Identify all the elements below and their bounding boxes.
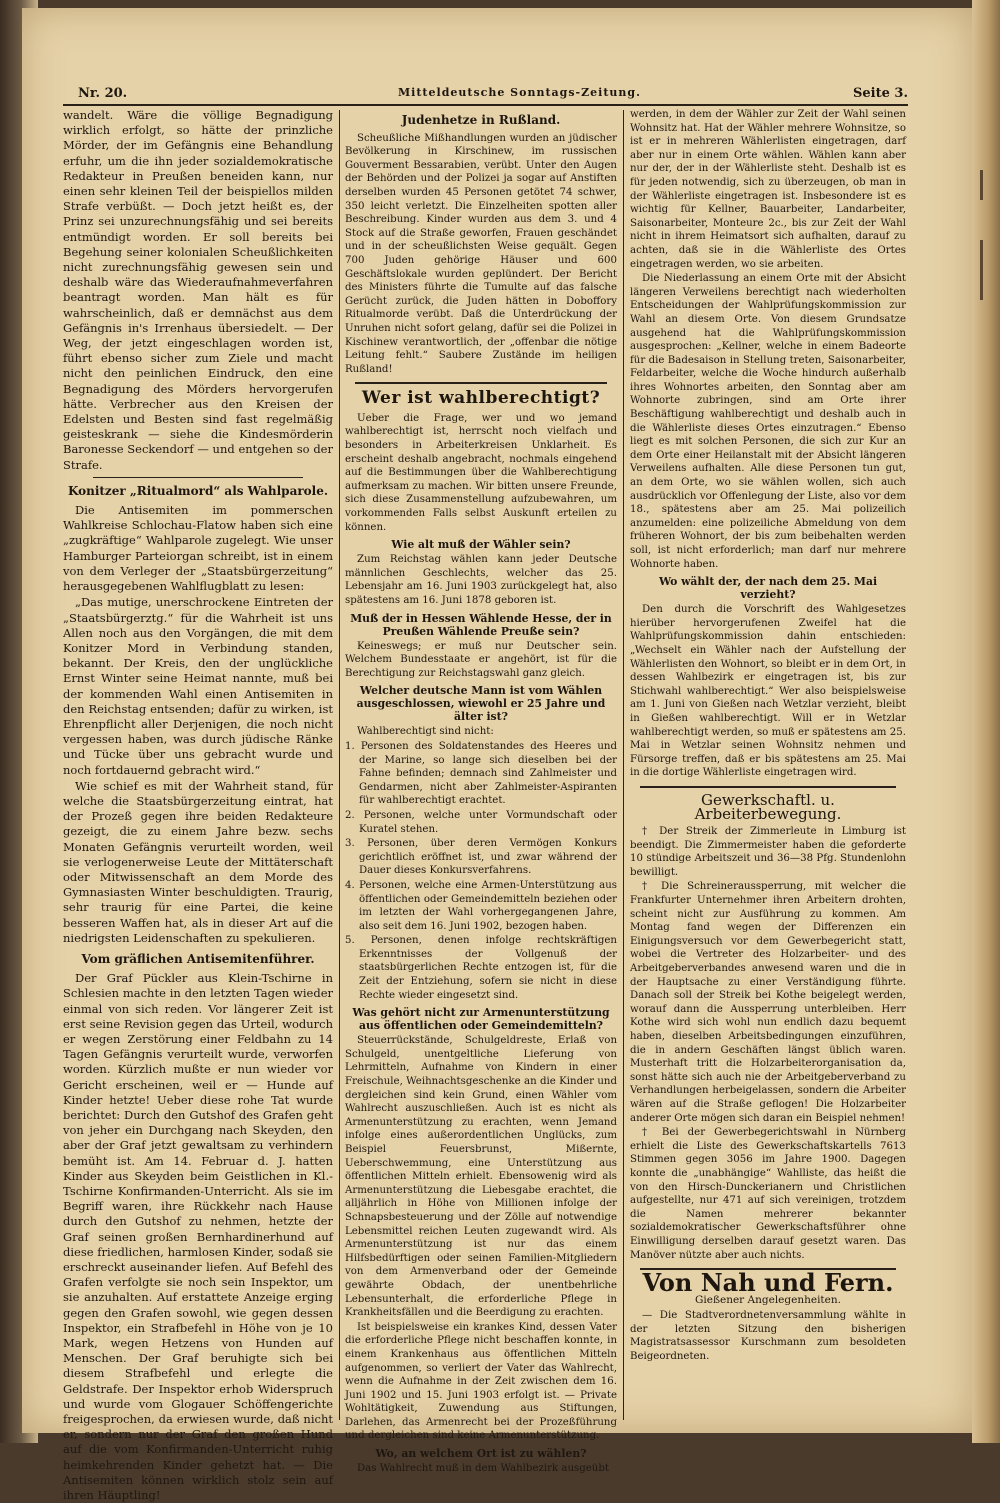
column-1 bbox=[63, 108, 333, 1503]
paragraph: Den durch die Vorschrift des Wahlgesetzes hierüber hervorgerufenen Zweifel hat die Wahlprüfungskommission dahin entschieden: „Wechselt ein Wähler nach der Aufstellung der Wählerlisten den Wohnort, so bleibt er in dem Ort, in dessen Wahlbezirk er eingetragen ist, bis zur Stichwahl wahlberechtigt.“ Wer also beispielsweise am 1. Juni von Gießen nach Wetzlar verzieht, bleibt in Gießen wahlberechtigt. Will er in Wetzlar wahlberechtigt werden, so muß er spätestens am 25. Mai in Wetzlar seinen Wohnsitz nehmen und Fürsorge treffen, daß er bis spätestens am 25. Mai in die dortige Wählerliste eingetragen wird. bbox=[630, 604, 906, 779]
paragraph: † Die Schreineraussperrung, mit welcher die Frankfurter Unternehmer ihren Arbeitern drohten, scheint nicht zur Ausführung zu kommen. Am Montag fand wegen der Differenzen ein Einigungsversuch vor dem Gewerbegericht statt, wobei die Vertreter des Holzarbeiter- und des Arbeitgeberverbandes anwesend waren und die in der Hauptsache zu einer Verständigung führte. Danach soll der Streik bei Kothe beigelegt werden, worauf dann die Aussperrung unterbleiben. Herr Kothe wird sich wohl nun endlich dazu bequemt haben, dieselben Arbeitsbedingungen einzuführen, die in andern Geschäften längst üblich waren. Musterhaft tritt die Holzarbeiterorganisation da, sonst hätte sich auch nie der Arbeitgeberverband zu Verhandlungen herbeigelassen, sondern die Arbeiter wären auf die Straße geflogen! Die Holzarbeiter anderer Orte mögen sich daran ein Beispiel nehmen! bbox=[630, 881, 906, 1124]
headline-nah-fern: Von Nah und Fern. bbox=[642, 1268, 894, 1298]
edge-mark bbox=[980, 240, 983, 300]
list-item: 2. Personen, welche unter Vormundschaft oder Kuratel stehen. bbox=[345, 809, 617, 835]
subheading: Wo, an welchem Ort ist zu wählen? bbox=[375, 1447, 587, 1461]
column-rule bbox=[339, 110, 340, 1420]
subheading: Muß der in Hessen Wählende Hesse, der in Preußen Wählende Preuße sein? bbox=[350, 611, 612, 638]
paragraph: Keineswegs; er muß nur Deutscher sein. Welchem Bundesstaate er angehört, ist für die Berechtigung zur Reichstagswahl ganz gleich. bbox=[345, 640, 617, 679]
page-edge bbox=[972, 0, 1000, 1443]
header-rule bbox=[63, 104, 908, 106]
paragraph: Die Antisemiten im pommerschen Wahlkreise Schlochau-Flatow haben sich eine „zugkräftige“ Wahlparole zugelegt. Wie unser Hamburger Parteiorgan schreibt, ist in einem von dem Verleger der „Staatsbürgerzeitung“ herausgegebenen Wahlflugblatt zu lesen: bbox=[63, 503, 333, 594]
list-item: 1. Personen des Soldatenstandes des Heeres und der Marine, so lange sich dieselben bei der Fahne befinden; demnach sind Zahlmeister und Gendarmen, nicht aber Zahlmeister-Aspiranten für wahlberechtigt erachtet. bbox=[345, 740, 617, 807]
divider bbox=[640, 786, 896, 788]
subheading: Welcher deutsche Mann ist vom Wählen ausgeschlossen, wiewohl er 25 Jahre und älter ist? bbox=[356, 684, 606, 724]
column-2 bbox=[345, 108, 617, 1475]
quote: „Das mutige, unerschrockene Eintreten der „Staatsbürgerztg.“ für die Wahrheit ist uns Allen noch aus den Vorgängen, die mit dem Konitzer Mord in Verbindung standen, bekannt. Der Kreis, den der unglückliche Ernst Winter seine Heimat nannte, muß bei der kommenden Wahl einen Antisemiten in den Reichstag entsenden; dafür zu wirken, ist Ehrenpflicht aller Derjenigen, die noch nicht vergessen haben, was durch jüdische Ränke und Tücke über uns gebracht wurde und noch fortdauernd gebracht wird.“ bbox=[63, 595, 333, 777]
paragraph: Die Niederlassung an einem Orte mit der Absicht längeren Verweilens berechtigt nach wiederholten Entscheidungen der Wahlprüfungskommission zur Wahl an diesem Orte. Von diesem Grundsatze ausgehend hat die Wahlprüfungskommission ausgesprochen: „Kellner, welche in einem Badeorte für die Badesaison in Stellung treten, Saisonarbeiter, Feldarbeiter, welche die Woche hindurch außerhalb ihres Wohnortes arbeiten, den Sonntag aber am Wohnorte zubringen, sind am Orte ihrer Beschäftigung wahlberechtigt und deshalb auch in die Wählerliste dieses Ortes einzutragen.“ Ebenso liegt es mit solchen Personen, die sich zur Kur an dem Orte einer Heilanstalt mit der Absicht längeren Verweilens aufhalten. Alle diese Personen tun gut, an dem Orte, wo sie wählen wollen, sich auch ausdrücklich vor Offenlegung der Liste, also vor dem 18., spätestens aber am 25. Mai polizeilich anzumelden: eine polizeiliche Abmeldung von dem früheren Wohnort, der bis zum beibehalten werden soll, ist nicht erforderlich; man darf nur mehrere Wohnorte haben. bbox=[630, 273, 906, 570]
newspaper-title: Mitteldeutsche Sonntags-Zeitung. bbox=[398, 86, 641, 99]
article-continuation: wandelt. Wäre die völlige Begnadigung wirklich erfolgt, so hätte der prinzliche Mörder, der im Gefängnis eine Behandlung erfuhr, um die ihn jeder sozialdemokratische Redakteur in Preußen beneiden kann, nur einen sehr kleinen Teil der beispiellos milden Strafe verbüßt. — Doch jetzt heißt es, der Prinz sei unzurechnungsfähig und sei bereits entmündigt worden. Er soll bereits bei Begehung seiner kolonialen Scheußlichkeiten nicht zurechnungsfähig gewesen sein und deshalb wäre das Wiederaufnahmeverfahren beantragt worden. Man hält es für wahrscheinlich, daß er demnächst aus dem Gefängnis in's Irrenhaus übersiedelt. — Der Weg, der jetzt eingeschlagen worden ist, führt ebenso sicher zum Ziele und macht nicht den peinlichen Eindruck, den eine Begnadigung des Mörders hervorgerufen hätte. Verbrecher aus den Kreisen der Edelsten und Besten sind fast regelmäßig geisteskrank — siehe die Kindesmörderin Baronesse Seckendorf — und entgehen so der Strafe. bbox=[63, 108, 333, 472]
subheading: Gießener Angelegenheiten. bbox=[695, 1293, 841, 1306]
headline-konitz: Konitzer „Ritualmord“ als Wahlparole. bbox=[67, 483, 329, 498]
headline-wahlberechtigt: Wer ist wahlberechtigt? bbox=[361, 388, 601, 409]
paragraph: Ueber die Frage, wer und wo jemand wahlberechtigt ist, herrscht noch vielfach und besonders in Arbeiterkreisen Unklarheit. Es erscheint deshalb angebracht, nochmals eingehend auf die Bestimmungen über die Wahlberechtigung aufmerksam zu machen. Wir bitten unsere Freunde, sich diese Zusammenstellung aufzubewahren, um vorkommenden Falls selbst Auskunft erteilen zu können. bbox=[345, 412, 617, 533]
headline-judenhetze: Judenhetze in Rußland. bbox=[401, 113, 561, 127]
paragraph: Zum Reichstag wählen kann jeder Deutsche männlichen Geschlechts, welcher das 25. Lebensjahr am 16. Juni 1903 zurückgelegt hat, also spätestens am 16. Juni 1878 geboren ist. bbox=[345, 554, 617, 606]
divider bbox=[355, 382, 607, 384]
headline-graf: Vom gräflichen Antisemitenführer. bbox=[81, 951, 315, 966]
issue-number: Nr. 20. bbox=[78, 86, 128, 101]
paragraph: Steuerrückstände, Schulgeldreste, Erlaß von Schulgeld, unentgeltliche Lieferung von Lehrmitteln, Aufnahme von Kindern in einer Freischule, Weihnachtsgeschenke an die Kinder und dergleichen sind kein Grund, einen Wähler vom Wahlrecht auszuschließen. Auch ist es nicht als Armenunterstützung zu erachten, wenn Jemand infolge eines außerordentlichen Unglücks, zum Beispiel Feuersbrunst, Mißernte, Ueberschwemmung, eine Unterstützung aus öffentlichen Mitteln erhielt. Ebensowenig wird als Armenunterstützung die Liebesgabe erachtet, die alljährlich in Höhe von Millionen infolge der Schnapsbesteuerung und der Zölle auf notwendige Lebensmittel reichen Leuten zugewandt wird. Als Armenunterstützung ist nur das einem Hilfsbedürftigen oder seinen Familien-Mitgliedern von dem Armenverband oder der Gemeinde gewährte Obdach, der unentbehrliche Lebensunterhalt, die erforderliche Pflege in Krankheitsfällen und die Beerdigung zu erachten. bbox=[345, 1035, 617, 1319]
column-rule bbox=[623, 110, 624, 1420]
list-item: 4. Personen, welche eine Armen-Unterstützung aus öffentlichen oder Gemeindemitteln beziehen oder im letzten der Wahl vorhergegangenen Jahre, also seit dem 16. Juni 1902, bezogen haben. bbox=[345, 879, 617, 932]
paragraph: Ist beispielsweise ein krankes Kind, dessen Vater die erforderliche Pflege nicht beschaffen konnte, in einem Krankenhaus aus öffentlichen Mitteln aufgenommen, so verliert der Vater das Wahlrecht, wenn die Aufnahme in der Zeit zwischen dem 16. Juni 1902 und 15. Juni 1903 erfolgt ist. — Private Wohltätigkeit, Zuwendung aus Stiftungen, Darlehen, das Armenrecht bei der Prozeßführung und dergleichen sind keine Armenunterstützung. bbox=[345, 1321, 617, 1442]
paragraph: — Die Stadtverordnetenversammlung wählte in der letzten Sitzung den bisherigen Magistratsassessor Kurschmann zum besoldeten Beigeordneten. bbox=[630, 1310, 906, 1363]
edge-mark bbox=[980, 170, 983, 200]
list-item: 3. Personen, über deren Vermögen Konkurs gerichtlich eröffnet ist, und zwar während der Dauer dieses Konkursverfahrens. bbox=[345, 838, 617, 877]
list-item: 5. Personen, denen infolge rechtskräftigen Erkenntnisses der Vollgenuß der staatsbürgerlichen Rechte entzogen ist, für die Zeit der Entziehung, sofern sie nicht in diese Rechte wieder eingesetzt sind. bbox=[345, 935, 617, 1001]
paragraph: Das Wahlrecht muß in dem Wahlbezirk ausgeübt bbox=[357, 1463, 609, 1475]
paragraph: † Bei der Gewerbegerichtswahl in Nürnberg erhielt die Liste des Gewerkschaftskartells 7613 Stimmen gegen 3056 im Jahre 1900. Dagegen konnte die „unabhängige“ Wahlliste, das heißt die von den Hirsch-Dunckerianern und Christlichen aufgestellte, nur 471 auf sich vereinigen, trotzdem die Namen mehrerer bekannter sozialdemokratischer Gewerkschaftsführer ohne Einwilligung derselben darauf gesetzt waren. Das Manöver nützte aber auch nichts. bbox=[630, 1127, 906, 1261]
paragraph: Scheußliche Mißhandlungen wurden an jüdischer Bevölkerung in Kirschinew, im russischen Gouverment Bessarabien, verübt. Unter den Augen der Behörden und der Polizei ja sogar auf Anstiften derselben wurden 45 Personen getötet 74 schwer, 350 leicht verletzt. Die Einzelheiten spotten aller Beschreibung. Kinder wurden aus dem 3. und 4 Stock auf die Straße geworfen, Frauen geschändet und in der scheußlichsten Weise gequält. Gegen 700 Juden gehörige Häuser und 600 Geschäftslokale wurden geplündert. Der Bericht des Ministers führte die Tumulte auf das falsche Gerücht zurück, die Juden hätten in Doboffory Ritualmorde verübt. Daß die Unterdrückung der Unruhen nicht sofort gelang, dafür sei die Polizei in Kischinew verantwortlich, der „offenbar die nötige Leitung fehlt.“ Saubere Zustände im heiligen Rußland! bbox=[345, 132, 617, 375]
subheading: Wo wählt der, der nach dem 25. Mai verzieht? bbox=[658, 575, 878, 602]
subheading: Was gehört nicht zur Armenunterstützung aus öffentlichen oder Gemeindemitteln? bbox=[352, 1006, 610, 1033]
paragraph: Der Graf Pückler aus Klein-Tschirne in Schlesien machte in den letzten Tagen wieder einmal von sich reden. Vor längerer Zeit ist erst seine Revision gegen das Urteil, wodurch er wegen Zerstörung einer Feldbahn zu 14 Tagen Gefängnis verurteilt wurde, verworfen worden. Kürzlich mußte er nun wieder vor Gericht erscheinen, weil er — Hunde auf Kinder hetzte! Ueber diese rohe Tat wurde berichtet: Durch den Gutshof des Grafen geht von jeher ein Durchgang nach Skeyden, den aber der Graf jetzt gewaltsam zu verhindern bemüht ist. Am 14. Februar d. J. hatten Kinder aus Skeyden beim Geistlichen in Kl.-Tschirne Konfirmanden-Unterricht. Als sie im Begriff waren, ihre Rückkehr nach Hause durch den Gutshof zu nehmen, hetzte der Graf seinen großen Bernhardinerhund auf diese friedlichen, harmlosen Kinder, sodaß sie erschreckt auseinander liefen. Auf Befehl des Grafen verfolgte sie noch sein Inspektor, um sie anzuhalten. Auf erstattete Anzeige erging gegen den Grafen sowohl, wie gegen dessen Inspektor, ein Strafbefehl in Höhe von je 10 Mark, wegen Hetzens von Hunden auf Menschen. Der Graf beruhigte sich bei diesem Strafbefehl und erlegte die Geldstrafe. Der Inspektor erhob Widerspruch und wurde vom Glogauer Schöffengerichte freigesprochen, da erwiesen wurde, daß nicht er, sondern nur der Graf den großen Hund auf die vom Konfirmanden-Unterricht ruhig heimkehrenden Kinder gehetzt hat. — Die Antisemiten können wirklich stolz sein auf ihren Häuptling! bbox=[63, 971, 333, 1503]
paragraph: Wahlberechtigt sind nicht: bbox=[357, 726, 494, 738]
paragraph: Wie schief es mit der Wahrheit stand, für welche die Staatsbürgerzeitung eintrat, hat der Prozeß gegen ihre beiden Redakteure gezeigt, die zu einem Jahre bezw. sechs Monaten Gefängnis verurteilt worden, weil sie verlogenerweise Leute der Mittäterschaft oder Mitwissenschaft an dem Morde des Gymnasiasten Winter beschuldigten. Traurig, sehr traurig für eine Partei, die keine besseren Waffen hat, als in dieser Art auf die niedrigsten Leidenschaften zu spekulieren. bbox=[63, 778, 333, 945]
column-3 bbox=[630, 108, 906, 1420]
paragraph: † Der Streik der Zimmerleute in Limburg ist beendigt. Die Zimmermeister haben die geforderte 10 stündige Arbeitszeit und 36—38 Pfg. Stundenlohn bewilligt. bbox=[630, 826, 906, 878]
article-continuation: werden, in dem der Wähler zur Zeit der Wahl seinen Wohnsitz hat. Hat der Wähler mehrere Wohnsitze, so ist er in mehreren Wählerlisten eingetragen, darf aber nur in einem Orte wählen. Wählen kann aber nur der, der in der Wählerliste steht. Deshalb ist es für jeden notwendig, sich zu überzeugen, ob man in der Wählerliste eingetragen ist. Insbesondere ist es wichtig für Kellner, Bauarbeiter, Landarbeiter, Saisonarbeiter, Monteure 2c., bis zur Zeit der Wahl nicht in ihrem Heimatsort sich aufhalten, darauf zu achten, daß sie in die Wählerliste des Ortes eingetragen werden, wo sie arbeiten. bbox=[630, 109, 906, 270]
divider bbox=[93, 477, 303, 478]
page-number: Seite 3. bbox=[853, 86, 908, 101]
page-header bbox=[78, 86, 908, 106]
exclusion-list bbox=[345, 740, 617, 1002]
subheading: Wie alt muß der Wähler sein? bbox=[391, 538, 571, 552]
headline-gewerkschaft: Gewerkschaftl. u. Arbeiterbewegung. bbox=[694, 790, 842, 823]
